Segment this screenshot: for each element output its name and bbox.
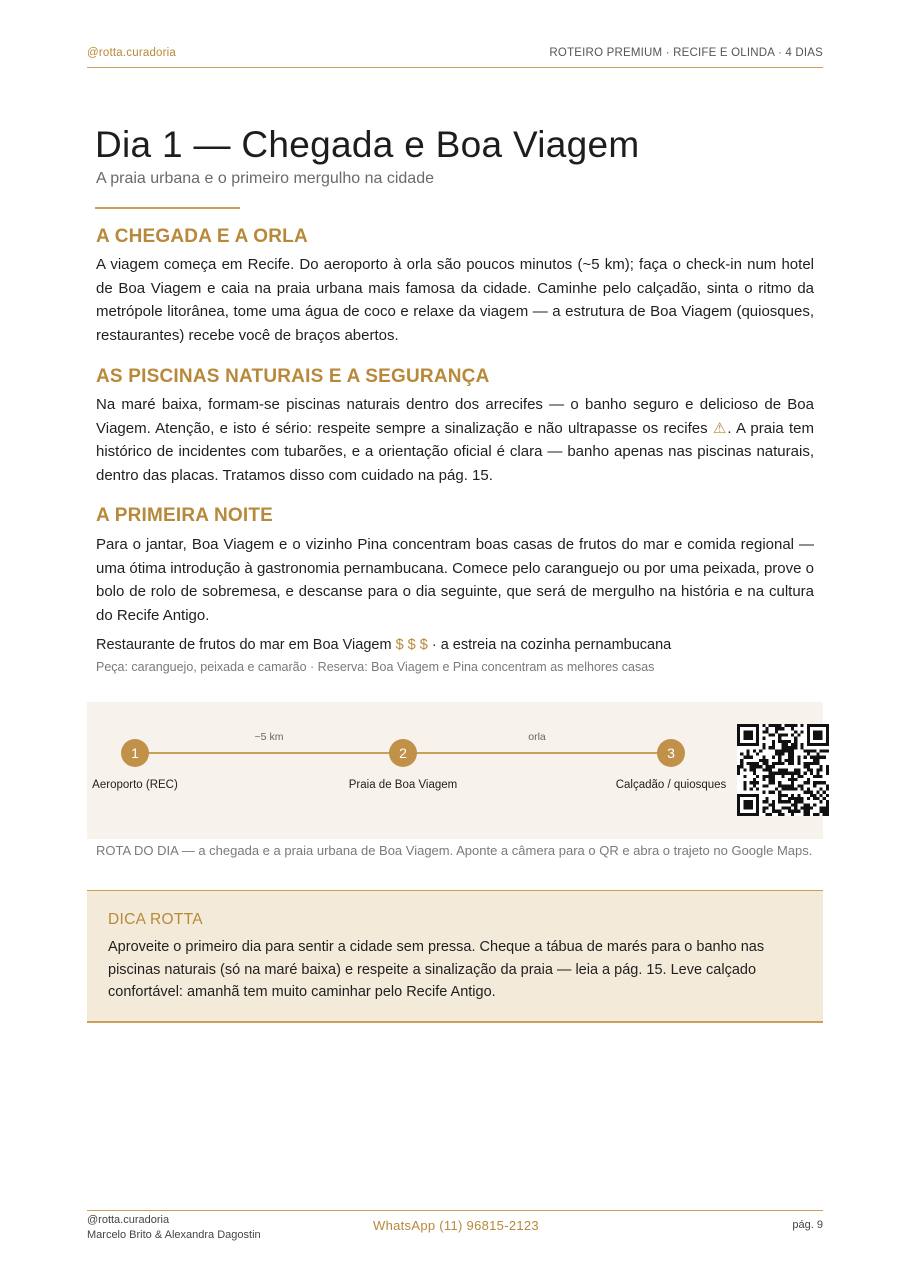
restaurant-note: · a estreia na cozinha pernambucana [427,637,672,653]
route-stop-marker: 2 [389,739,417,767]
restaurant-line [96,637,671,653]
section-heading-piscinas: AS PISCINAS NATURAIS E A SEGURANÇA [96,366,490,387]
footer-whatsapp-link[interactable]: WhatsApp (11) 96815-2123 [373,1218,539,1233]
footer-handle: @rotta.curadoria [87,1214,170,1226]
section-heading-chegada: A CHEGADA E A ORLA [96,226,308,247]
section-text-primeira-noite: Para o jantar, Boa Viagem e o vizinho Pina concentram boas casas de frutos do mar e comida regional — uma ótima introdução à gastronomia pernambucana. Comece pelo caranguejo ou por uma peixada, prove o bolo de rolo de sobremesa, e descanse para o dia seguinte, que será de mergulho na história e na cultura do Recife Antigo. [96,536,814,624]
route-stop-marker: 3 [657,739,685,767]
tip-heading: DICA ROTTA [108,911,203,928]
tip-box [87,890,823,1023]
price-level: $ $ $ [395,637,428,653]
route-segment-label: orla [528,731,546,743]
route-stop-label: Praia de Boa Viagem [348,779,458,791]
page-title: Dia 1 — Chegada e Boa Viagem [95,124,640,165]
piscinas-text-part2: . A praia tem histórico de incidentes com tubarões, e a orientação oficial é clara — banho apenas nas piscinas naturais, dentro das placas. Tratamos disso com cuidado na pág. 15. [96,419,814,484]
page-footer [87,1210,823,1250]
page-subtitle: A praia urbana e o primeiro mergulho na cidade [96,170,434,187]
warning-icon: ⚠ [712,419,728,437]
qr-code-icon[interactable] [737,724,829,816]
page-header [87,45,823,68]
restaurant-details: Peça: caranguejo, peixada e camarão · Reserva: Boa Viagem e Pina concentram as melhores casas [96,660,655,674]
piscinas-text-part1: Na maré baixa, formam-se piscinas naturais dentro dos arrecifes — o banho seguro e delicioso de Boa Viagem. Atenção, e isto é sério: respeite sempre a sinalização e não ultrapasse os recifes [96,396,814,437]
route-caption: ROTA DO DIA — a chegada e a praia urbana de Boa Viagem. Aponte a câmera para o QR e abra o trajeto no Google Maps. [96,843,813,858]
restaurant-name: Restaurante de frutos do mar em Boa Viagem [96,637,392,653]
header-handle: @rotta.curadoria [87,47,177,59]
section-heading-primeira-noite: A PRIMEIRA NOITE [96,505,274,526]
route-stop-marker: 1 [121,739,149,767]
footer-authors: Marcelo Brito & Alexandra Dagostin [87,1229,261,1241]
tip-text: Aproveite o primeiro dia para sentir a cidade sem pressa. Cheque a tábua de marés para o banho nas piscinas naturais (só na maré baixa) e respeite a sinalização da praia — leia a pág. 15. Leve calçado confortável: amanhã tem muito caminhar pelo Recife Antigo. [108,939,765,1000]
header-doc-title: ROTEIRO PREMIUM · RECIFE E OLINDA · 4 DIAS [549,47,823,59]
route-segment-label: ~5 km [254,731,284,743]
title-divider [95,207,240,209]
route-stop-label: Aeroporto (REC) [92,779,178,791]
section-text-piscinas [96,393,814,487]
section-text-chegada: A viagem começa em Recife. Do aeroporto à orla são poucos minutos (~5 km); faça o check-in num hotel de Boa Viagem e caia na praia urbana mais famosa da cidade. Caminhe pelo calçadão, sinta o ritmo da metrópole litorânea, tome uma água de coco e relaxe da viagem — a estrutura de Boa Viagem (quiosques, restaurantes) recebe você de braços abertos. [96,256,814,344]
route-stop-label: Calçadão / quiosques [615,779,727,791]
page-number: pág. 9 [792,1219,823,1231]
route-map-panel [87,702,823,839]
